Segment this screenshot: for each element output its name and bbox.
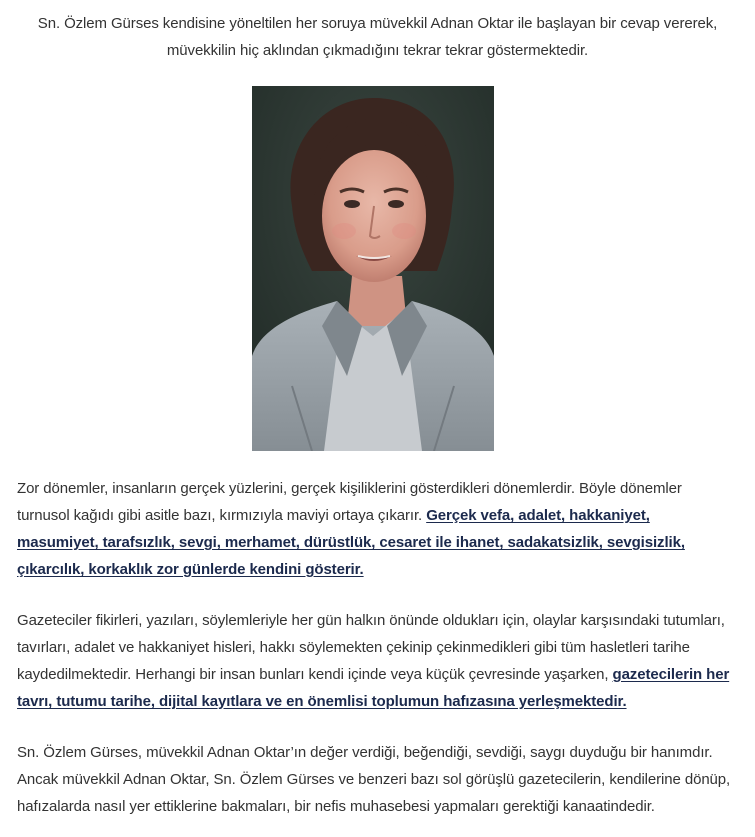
paragraph-journalists	[17, 607, 733, 715]
portrait-photo	[252, 86, 494, 451]
highlighted-link[interactable]: Gerçek vefa, adalet, hakkaniyet, masumiyet, tarafsızlık, sevgi, merhamet, dürüstlük, cesaret ile ihanet, sadakatsizlik, sevgisizlik, çıkarcılık, korkaklık zor günlerde kendini gösterir.	[17, 507, 685, 578]
paragraph-conclusion	[17, 739, 733, 820]
highlighted-link[interactable]: gazetecilerin her tavrı, tutumu tarihe, dijital kayıtlara ve en önemlisi toplumun hafızasına yerleşmektedir.	[17, 666, 730, 710]
intro-paragraph: Sn. Özlem Gürses kendisine yöneltilen her soruya müvekkil Adnan Oktar ile başlayan bir cevap vererek, müvekkilin hiç aklından çıkmadığını tekrar tekrar göstermektedir.	[37, 15, 718, 59]
paragraph-text: Zor dönemler, insanların gerçek yüzlerini, gerçek kişiliklerini gösterdikleri dönemlerdir. Böyle dönemler turnusol kağıdı gibi asitle bazı, kırmızıyla maviyi ortaya çıkarır.	[17, 480, 682, 524]
paragraph-hard-times	[17, 475, 733, 583]
paragraph-text: Sn. Özlem Gürses, müvekkil Adnan Oktar’ın değer verdiği, beğendiği, sevdiği, saygı duyduğu bir hanımdır. Ancak müvekkil Adnan Oktar, Sn. Özlem Gürses ve benzeri bazı sol görüşlü gazetecilerin, kendilerine dönüp, hafızalarda nasıl yer ettiklerine bakmaları, bir nefis muhasebesi yapmaları gerektiği kanaatindedir.	[17, 744, 731, 815]
paragraph-text: Gazeteciler fikirleri, yazıları, söylemleriyle her gün halkın önünde oldukları için, olaylar karşısındaki tutumları, tavırları, adalet ve hakkaniyet hisleri, hakkı söylemekten çekinip çekinmedikleri gibi tüm hasletleri tarihe kaydedilmektedir. Herhangi bir insan bunları kendi içinde veya küçük çevresinde yaşarken,	[17, 612, 725, 683]
portrait-illustration	[252, 86, 494, 451]
